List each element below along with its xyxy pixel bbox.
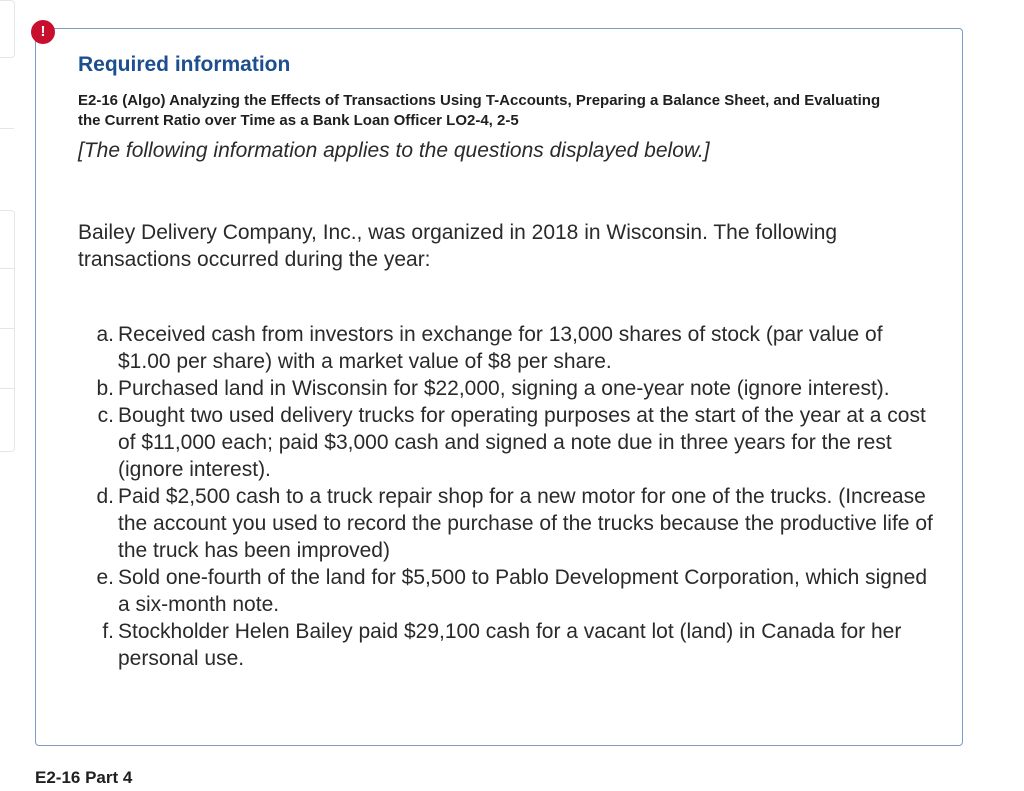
transaction-marker: c. xyxy=(97,404,114,427)
alert-icon: ! xyxy=(31,20,55,44)
transaction-item-a xyxy=(78,321,938,375)
page-edge xyxy=(0,0,15,58)
transaction-list xyxy=(78,321,938,672)
page-divider xyxy=(0,268,14,269)
intro-text: Bailey Delivery Company, Inc., was organized in 2018 in Wisconsin. The following transactions occurred during the year: xyxy=(78,221,838,271)
transaction-text: Bought two used delivery trucks for operating purposes at the start of the year at a cost of $11,000 each; paid $3,000 cash and signed a note due in three years for the rest (ignore interest). xyxy=(118,404,926,481)
exercise-subtitle: E2-16 (Algo) Analyzing the Effects of Transactions Using T-Accounts, Preparing a Balance Sheet, and Evaluating the Current Ratio over Time as a Bank Loan Officer LO2-4, 2-5 xyxy=(78,92,881,129)
required-information-panel xyxy=(35,28,963,746)
transaction-text: Purchased land in Wisconsin for $22,000, signing a one-year note (ignore interest). xyxy=(118,377,890,400)
transaction-marker: f. xyxy=(102,620,114,643)
transaction-item-c xyxy=(78,402,938,483)
transaction-text: Stockholder Helen Bailey paid $29,100 cash for a vacant lot (land) in Canada for her personal use. xyxy=(118,620,902,670)
transaction-text: Sold one-fourth of the land for $5,500 to Pablo Development Corporation, which signed a six-month note. xyxy=(118,566,928,616)
info-note: [The following information applies to the questions displayed below.] xyxy=(78,139,710,162)
page-edge xyxy=(0,210,15,452)
transaction-item-e xyxy=(78,564,938,618)
page-divider xyxy=(0,128,14,129)
transaction-marker: b. xyxy=(96,377,114,400)
transaction-marker: d. xyxy=(96,485,114,508)
info-title: Required information xyxy=(78,53,291,76)
transaction-text: Paid $2,500 cash to a truck repair shop for a new motor for one of the trucks. (Increase the account you used to record the purchase of the trucks because the productive life of the truck has been improved) xyxy=(118,485,933,562)
transaction-item-d xyxy=(78,483,938,564)
transaction-text: Received cash from investors in exchange for 13,000 shares of stock (par value of $1.00 per share) with a market value of $8 per share. xyxy=(118,323,883,373)
page-divider xyxy=(0,388,14,389)
transaction-item-f xyxy=(78,618,938,672)
part-heading: E2-16 Part 4 xyxy=(35,768,133,787)
transaction-marker: e. xyxy=(96,566,114,589)
transaction-item-b xyxy=(78,375,938,402)
transaction-marker: a. xyxy=(96,323,114,346)
page-divider xyxy=(0,328,14,329)
